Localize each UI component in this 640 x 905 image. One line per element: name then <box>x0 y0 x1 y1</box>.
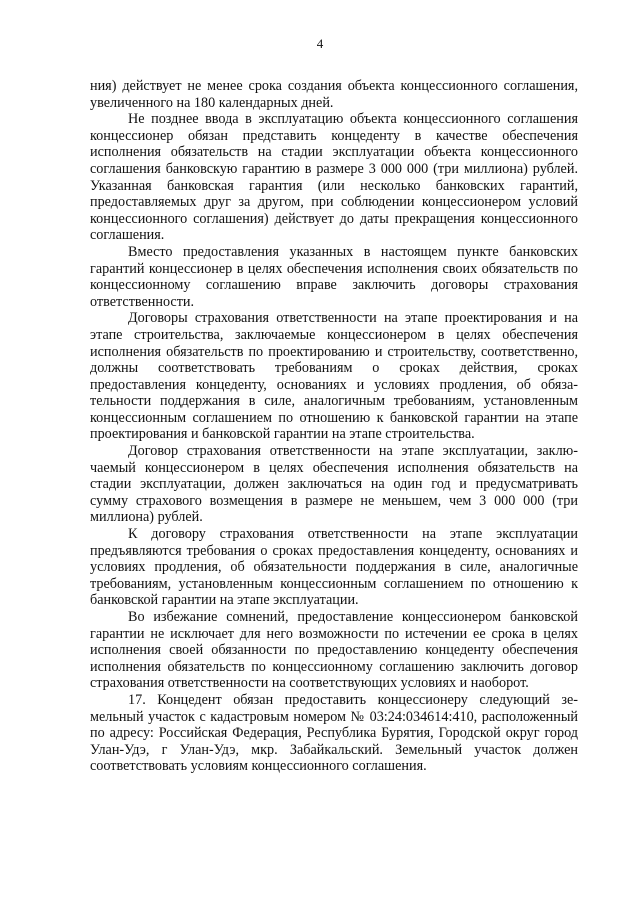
paragraph-insurance-design-construction: Договоры страхования ответственности на этапе проектирования и на этапе строительства, заключаемые концессионером в целях обеспечения исполнения обязательств по проектированию и строительству, соответственно, должны соответствовать требованиям о сроках действия, сроках предоставления концеденту, основаниях и условиях продления, об обязательности поддержания в силе, аналогичным требованиям, установленным концессионным соглашением по отношению к банковской гарантии на этапе проектирования и банковской гарантии на этапе строительства. <box>90 310 578 443</box>
paragraph-insurance-alternative: Вместо предоставления указанных в настоящем пункте банковских гарантий концессионер в целях обеспечения исполнения своих обязательств по концессионному соглашению вправе заключить договоры страхования ответственности. <box>90 243 578 310</box>
paragraph-insurance-operation-requirements: К договору страхования ответственности на этапе эксплуатации предъявляются требования о сроках предоставления концеденту, основаниях и условиях продления, об обязательности поддержания в силе, аналогичные требованиям, установленным концессионным соглашением по отношению к банковской гарантии на этапе эксплуатации. <box>90 526 578 609</box>
document-body <box>90 78 578 775</box>
paragraph-bank-guarantee-operation: Не позднее ввода в эксплуатацию объекта концессионного соглашения концессионер обязан представить концеденту в качестве обеспечения исполнения обязательств на стадии эксплуатации объекта концессионного соглашения банковскую гарантию в размере 3 000 000 (три миллиона) рублей. Указанная банковская гарантия (или несколько банковских гарантий, предоставляемых друг за другом, при соблюдении концессионером условий концессионного соглашения) действует до даты прекращения концессионного соглашения. <box>90 111 578 244</box>
paragraph-avoidance-of-doubt: Во избежание сомнений, предоставление концессионером банковской гарантии не исключает для него возможности по истечении ее срока в целях исполнения своей обязанности по предоставлению концеденту обеспечения исполнения обязательств по концессионному соглашению заключить договор страхования ответственности на соответствующих условиях и наоборот. <box>90 609 578 692</box>
paragraph-clause-17-land-plot: 17. Концедент обязан предоставить концессионеру следующий земельный участок с кадастровым номером № 03:24:034614:410, расположенный по адресу: Российская Федерация, Республика Бурятия, Городской округ город Улан-Удэ, г Улан-Удэ, мкр. Забайкальский. Земельный участок должен соответствовать условиям концессионного соглашения. <box>90 691 578 775</box>
paragraph-insurance-operation: Договор страхования ответственности на этапе эксплуатации, заключаемый концессионером в целях обеспечения исполнения обязательств на стадии эксплуатации, должен заключаться на один год и предусматривать сумму страхового возмещения в размере не меньшем, чем 3 000 000 (три миллиона) рублей. <box>90 443 578 526</box>
page-number: 4 <box>316 36 324 51</box>
paragraph-continuation: ния) действует не менее срока создания объекта концессионного соглашения, увеличенного на 180 календарных дней. <box>90 78 578 111</box>
